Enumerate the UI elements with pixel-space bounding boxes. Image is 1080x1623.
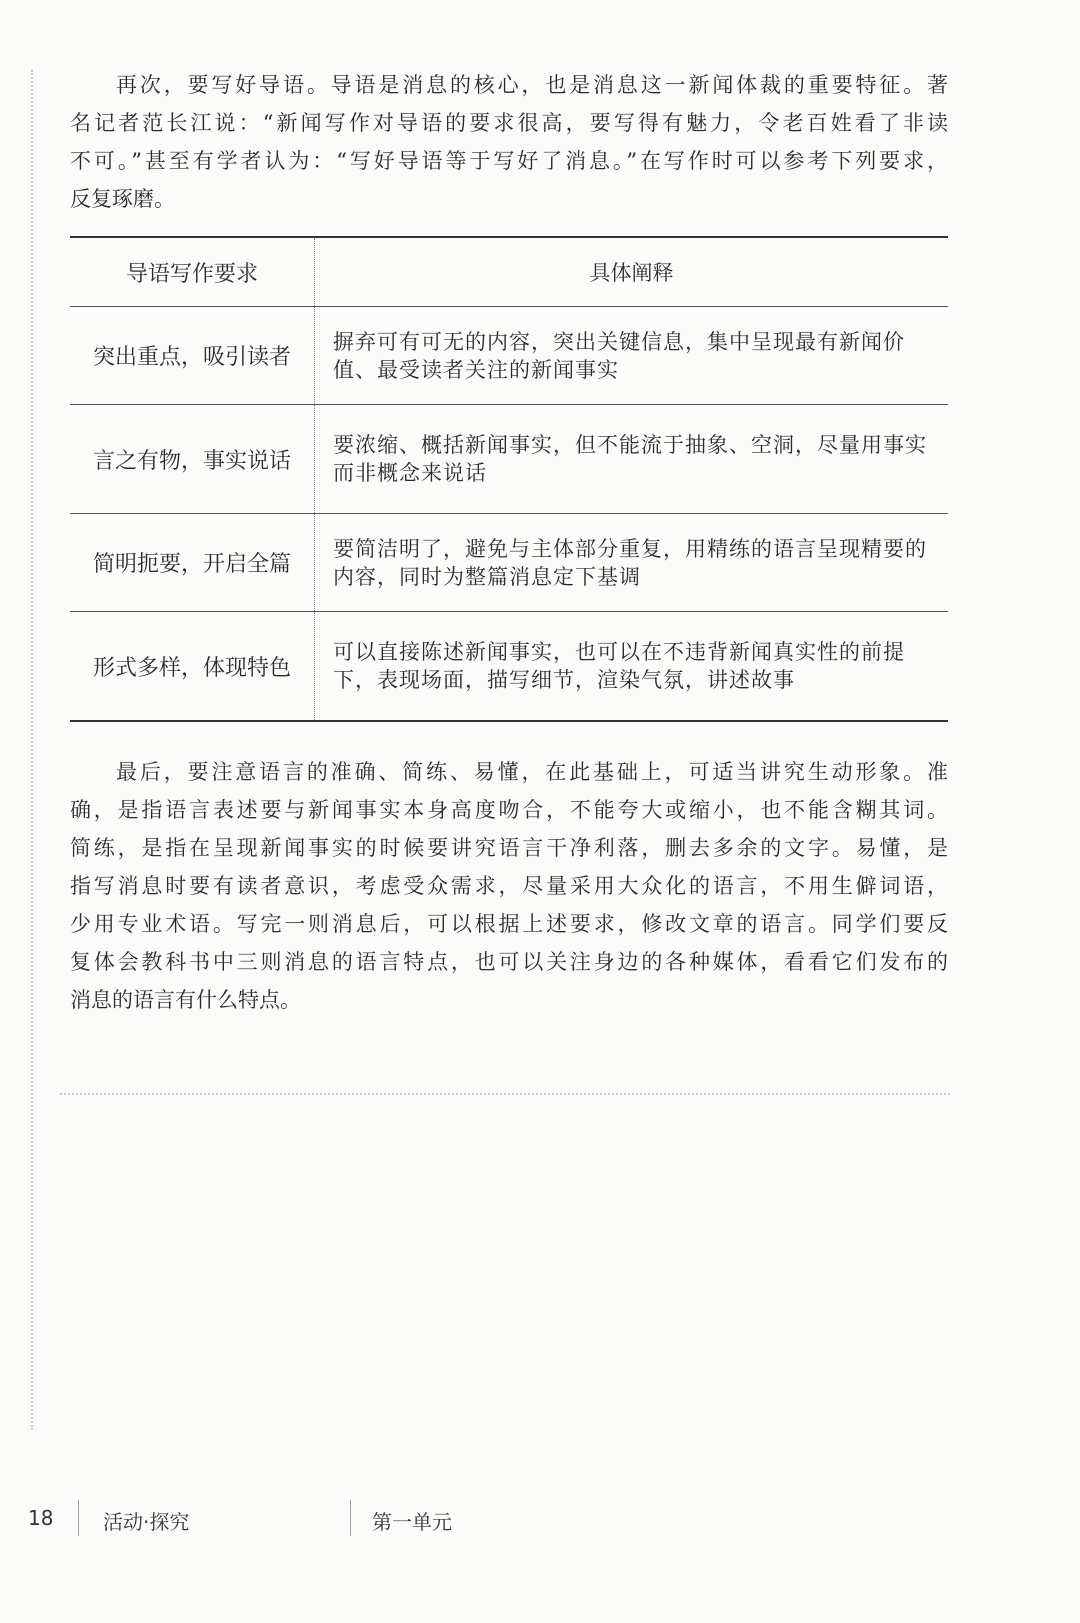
text-line: 指写消息时要有读者意识，考虑受众需求，尽量采用大众化的语言，不用生僻词语，	[70, 874, 948, 898]
unit-label: 第一单元	[372, 1510, 452, 1534]
text-line: 不可。”甚至有学者认为：“写好导语等于写好了消息。”在写作时可以参考下列要求，	[70, 149, 948, 173]
table-row	[70, 405, 948, 514]
intro-paragraph	[70, 66, 948, 218]
requirement-cell: 言之有物，事实说话	[70, 405, 315, 514]
explanation-cell: 要浓缩、概括新闻事实，但不能流于抽象、空洞，尽量用事实而非概念来说话	[315, 405, 949, 514]
requirement-cell: 突出重点，吸引读者	[70, 307, 315, 405]
requirement-cell: 形式多样，体现特色	[70, 612, 315, 722]
explanation-cell: 要简洁明了，避免与主体部分重复，用精练的语言呈现精要的内容，同时为整篇消息定下基调	[315, 514, 949, 612]
header-explanation: 具体阐释	[315, 237, 949, 307]
page-footer	[0, 1500, 1080, 1540]
requirement-cell: 简明扼要，开启全篇	[70, 514, 315, 612]
text-line: 再次，要写好导语。导语是消息的核心，也是消息这一新闻体裁的重要特征。著	[116, 73, 948, 97]
text-line: 反复琢磨。	[70, 187, 175, 211]
text-line: 名记者范长江说：“新闻写作对导语的要求很高，要写得有魅力，令老百姓看了非读	[70, 111, 948, 135]
footer-divider	[350, 1500, 351, 1536]
dotted-divider	[60, 1093, 950, 1095]
text-line: 最后，要注意语言的准确、简练、易懂，在此基础上，可适当讲究生动形象。准	[116, 760, 948, 784]
header-requirement: 导语写作要求	[70, 237, 315, 307]
table-header-row	[70, 237, 948, 307]
language-paragraph	[70, 753, 948, 1019]
explanation-cell: 可以直接陈述新闻事实，也可以在不违背新闻真实性的前提下，表现场面，描写细节，渲染气氛，讲述故事	[333, 640, 905, 692]
table-row	[70, 612, 948, 722]
footer-divider	[78, 1500, 79, 1536]
table-row	[70, 307, 948, 405]
page-number: 18	[28, 1506, 54, 1530]
section-label: 活动·探究	[103, 1510, 190, 1534]
text-line: 确，是指语言表述要与新闻事实本身高度吻合，不能夸大或缩小，也不能含糊其词。	[70, 798, 948, 822]
left-dotted-border	[31, 70, 33, 1430]
text-line: 简练，是指在呈现新闻事实的时候要讲究语言干净利落，删去多余的文字。易懂，是	[70, 836, 948, 860]
lead-requirements-table	[70, 236, 948, 722]
explanation-cell: 摒弃可有可无的内容，突出关键信息，集中呈现最有新闻价值、最受读者关注的新闻事实	[315, 307, 949, 405]
table-row	[70, 514, 948, 612]
text-line: 复体会教科书中三则消息的语言特点，也可以关注身边的各种媒体，看看它们发布的	[70, 950, 948, 974]
text-line: 少用专业术语。写完一则消息后，可以根据上述要求，修改文章的语言。同学们要反	[70, 912, 948, 936]
text-line: 消息的语言有什么特点。	[70, 988, 301, 1012]
